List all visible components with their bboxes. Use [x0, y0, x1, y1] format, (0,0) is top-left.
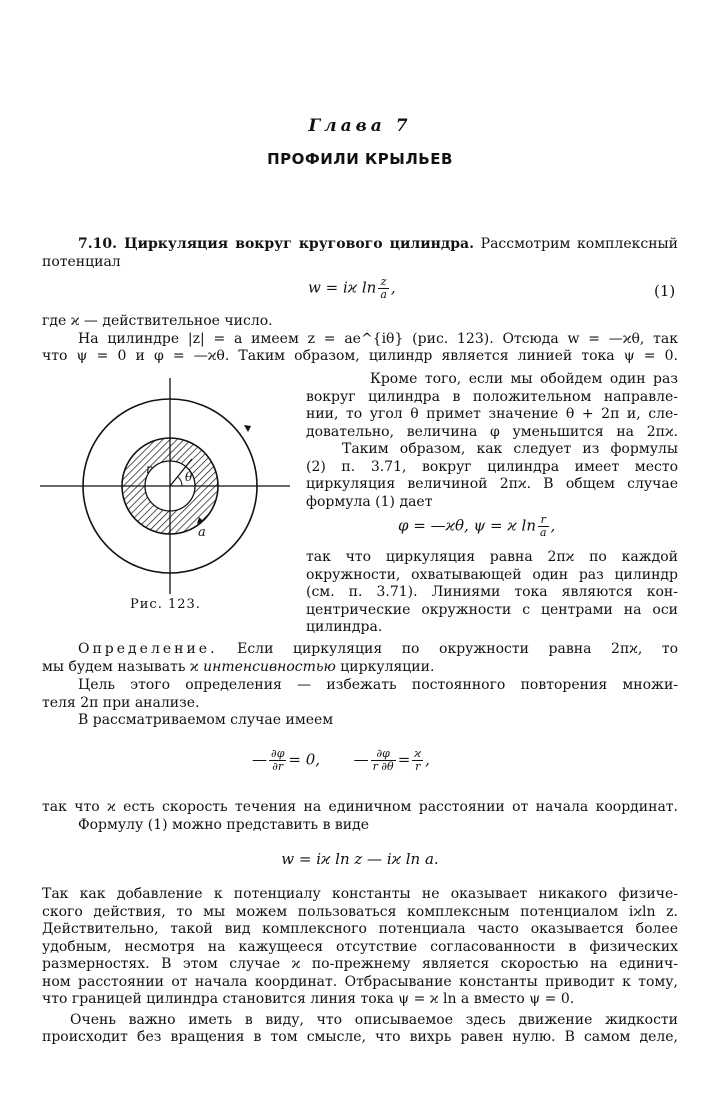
section-intro-2	[42, 254, 342, 272]
eq3-frac-3	[412, 748, 423, 773]
text-line: цилиндра.	[306, 619, 383, 635]
eq2-num: r	[538, 514, 549, 527]
paragraph-c	[306, 549, 678, 637]
text-line: теля 2π при анализе.	[42, 694, 200, 711]
eq1-num: z	[378, 276, 389, 289]
paragraph-d	[42, 677, 678, 730]
text-line: окружности, охватывающей один раз цилиндр	[306, 566, 678, 583]
text-line: Цель этого определения — избежать постоянного повторения множи-	[78, 677, 678, 693]
text-line: Действительно, такой вид комплексного потенциала часто оказывается более	[42, 921, 678, 937]
eq2-fraction	[538, 514, 549, 539]
eq3-f2-den: r ∂θ	[372, 760, 394, 773]
text-line: формула (1) дает	[306, 493, 433, 510]
eq3-frac-1	[269, 748, 286, 773]
eq1-tail: ,	[390, 278, 396, 297]
section-heading-line	[78, 236, 678, 254]
definition-word: Определение.	[78, 641, 218, 657]
text-line: вокруг цилиндра в положительном направле-	[306, 388, 678, 405]
text-line: Таким образом, как следует из формулы	[342, 441, 678, 457]
eq2-tail: ,	[550, 516, 556, 535]
text-line: (см. п. 3.71). Линиями тока являются кон-	[306, 584, 678, 600]
section-title: 7.10. Циркуляция вокруг кругового цилиндра.	[78, 236, 474, 252]
text-line: так что ϰ есть скорость течения на единичном расстоянии от начала координат.	[42, 799, 678, 815]
eq1-fraction	[378, 276, 389, 301]
a-label: a	[198, 525, 206, 540]
paragraph-b	[306, 371, 678, 511]
text-line: Так как добавление к потенциалу константы не оказывает никакого физиче-	[42, 886, 678, 902]
eq3-frac-2	[371, 748, 396, 773]
definition-italic: интенсивностью	[203, 658, 336, 675]
definition-rest: Если циркуляция по окружности равна 2πϰ, то	[237, 641, 679, 657]
definition-line-2	[42, 659, 678, 677]
text-line: В рассматриваемом случае имеем	[78, 712, 334, 728]
theta-label: θ	[185, 470, 193, 484]
r-label: r	[146, 462, 152, 476]
text-line: На цилиндре |z| = a имеем z = ae^{iθ} (рис. 123). Отсюда w = —ϰθ, так	[78, 330, 678, 347]
text-line: (2) п. 3.71, вокруг цилиндра имеет место	[306, 458, 678, 475]
text-line: ского действия, то мы можем пользоваться комплексным потенциалом iϰln z.	[42, 903, 678, 920]
section-intro-line2: потенциал	[42, 254, 121, 270]
section-intro: Рассмотрим комплексный	[480, 236, 678, 252]
text-line: довательно, величина φ уменьшится на 2πϰ.	[306, 423, 678, 440]
eq3-f3-den: r	[415, 760, 421, 773]
eq3-tail: ,	[425, 750, 430, 769]
eq3-f1-num: ∂φ	[271, 747, 285, 760]
text-line: циркуляция величиной 2πϰ. В общем случае	[306, 476, 678, 492]
arrow-mark-outer	[244, 425, 251, 432]
text-line: происходит без вращения в том смысле, что вихрь равен нулю. В самом деле,	[42, 1029, 678, 1045]
paragraph-f	[42, 886, 678, 1047]
chapter-label: Глава 7	[308, 116, 412, 136]
text-line: что ψ = 0 и φ = —ϰθ. Таким образом, цилиндр является линией тока ψ = 0.	[42, 348, 678, 364]
eq3-f1-den: ∂r	[272, 760, 284, 773]
eq1-left: w = iϰ ln	[308, 278, 377, 297]
definition-line-1	[42, 641, 678, 659]
text-line: удобным, несмотря на кажущееся отсутствие согласованности в физических	[42, 938, 678, 955]
chapter-title: ПРОФИЛИ КРЫЛЬЕВ	[267, 150, 453, 168]
eq2-left: φ = —ϰθ, ψ = ϰ ln	[398, 516, 536, 535]
text-line: нии, то угол θ примет значение θ + 2π и, сле-	[306, 406, 678, 422]
eq3-f2-num: ∂φ	[371, 748, 396, 761]
text-line: Очень важно иметь в виду, что описываемое здесь движение жидкости	[70, 1011, 678, 1028]
section-heading	[78, 236, 678, 254]
definition-paragraph	[42, 641, 678, 676]
eq3-minus-2: —	[353, 750, 369, 769]
text-line: Формулу (1) можно представить в виде	[78, 816, 370, 833]
eq3-f3-num: ϰ	[414, 747, 422, 760]
text-line: Кроме того, если мы обойдем один раз	[370, 371, 678, 387]
eq1-den: a	[380, 288, 387, 301]
eq2-den: a	[539, 526, 547, 539]
text-line: размерностях. В этом случае ϰ по-прежнему является скоростью на единич-	[42, 956, 678, 972]
equation-1-number: (1)	[654, 282, 676, 300]
paragraph-a	[42, 313, 678, 366]
equation-2	[398, 514, 555, 539]
equation-1	[308, 276, 396, 301]
equation-3	[252, 748, 430, 773]
eq3-equals: =	[397, 750, 411, 769]
text-line: ном расстоянии от начала координат. Отбрасывание константы приводит к тому,	[42, 973, 678, 990]
text-line: где ϰ — действительное число.	[42, 313, 273, 329]
eq3-eq-zero: = 0,	[288, 750, 321, 769]
definition-pre: мы будем называть ϰ	[42, 658, 199, 675]
text-line: что границей цилиндра становится линия тока ψ = ϰ ln a вместо ψ = 0.	[42, 991, 575, 1007]
text-line: центрические окружности с центрами на оси	[306, 601, 678, 618]
text-line: так что циркуляция равна 2πϰ по каждой	[306, 549, 678, 565]
paragraph-e	[42, 799, 678, 834]
definition-post: циркуляции.	[340, 658, 435, 675]
figure-123	[40, 378, 290, 598]
eq3-minus-1: —	[252, 750, 267, 769]
figure-caption: Рис. 123.	[130, 597, 201, 612]
equation-4: w = iϰ ln z — iϰ ln a.	[281, 850, 439, 868]
